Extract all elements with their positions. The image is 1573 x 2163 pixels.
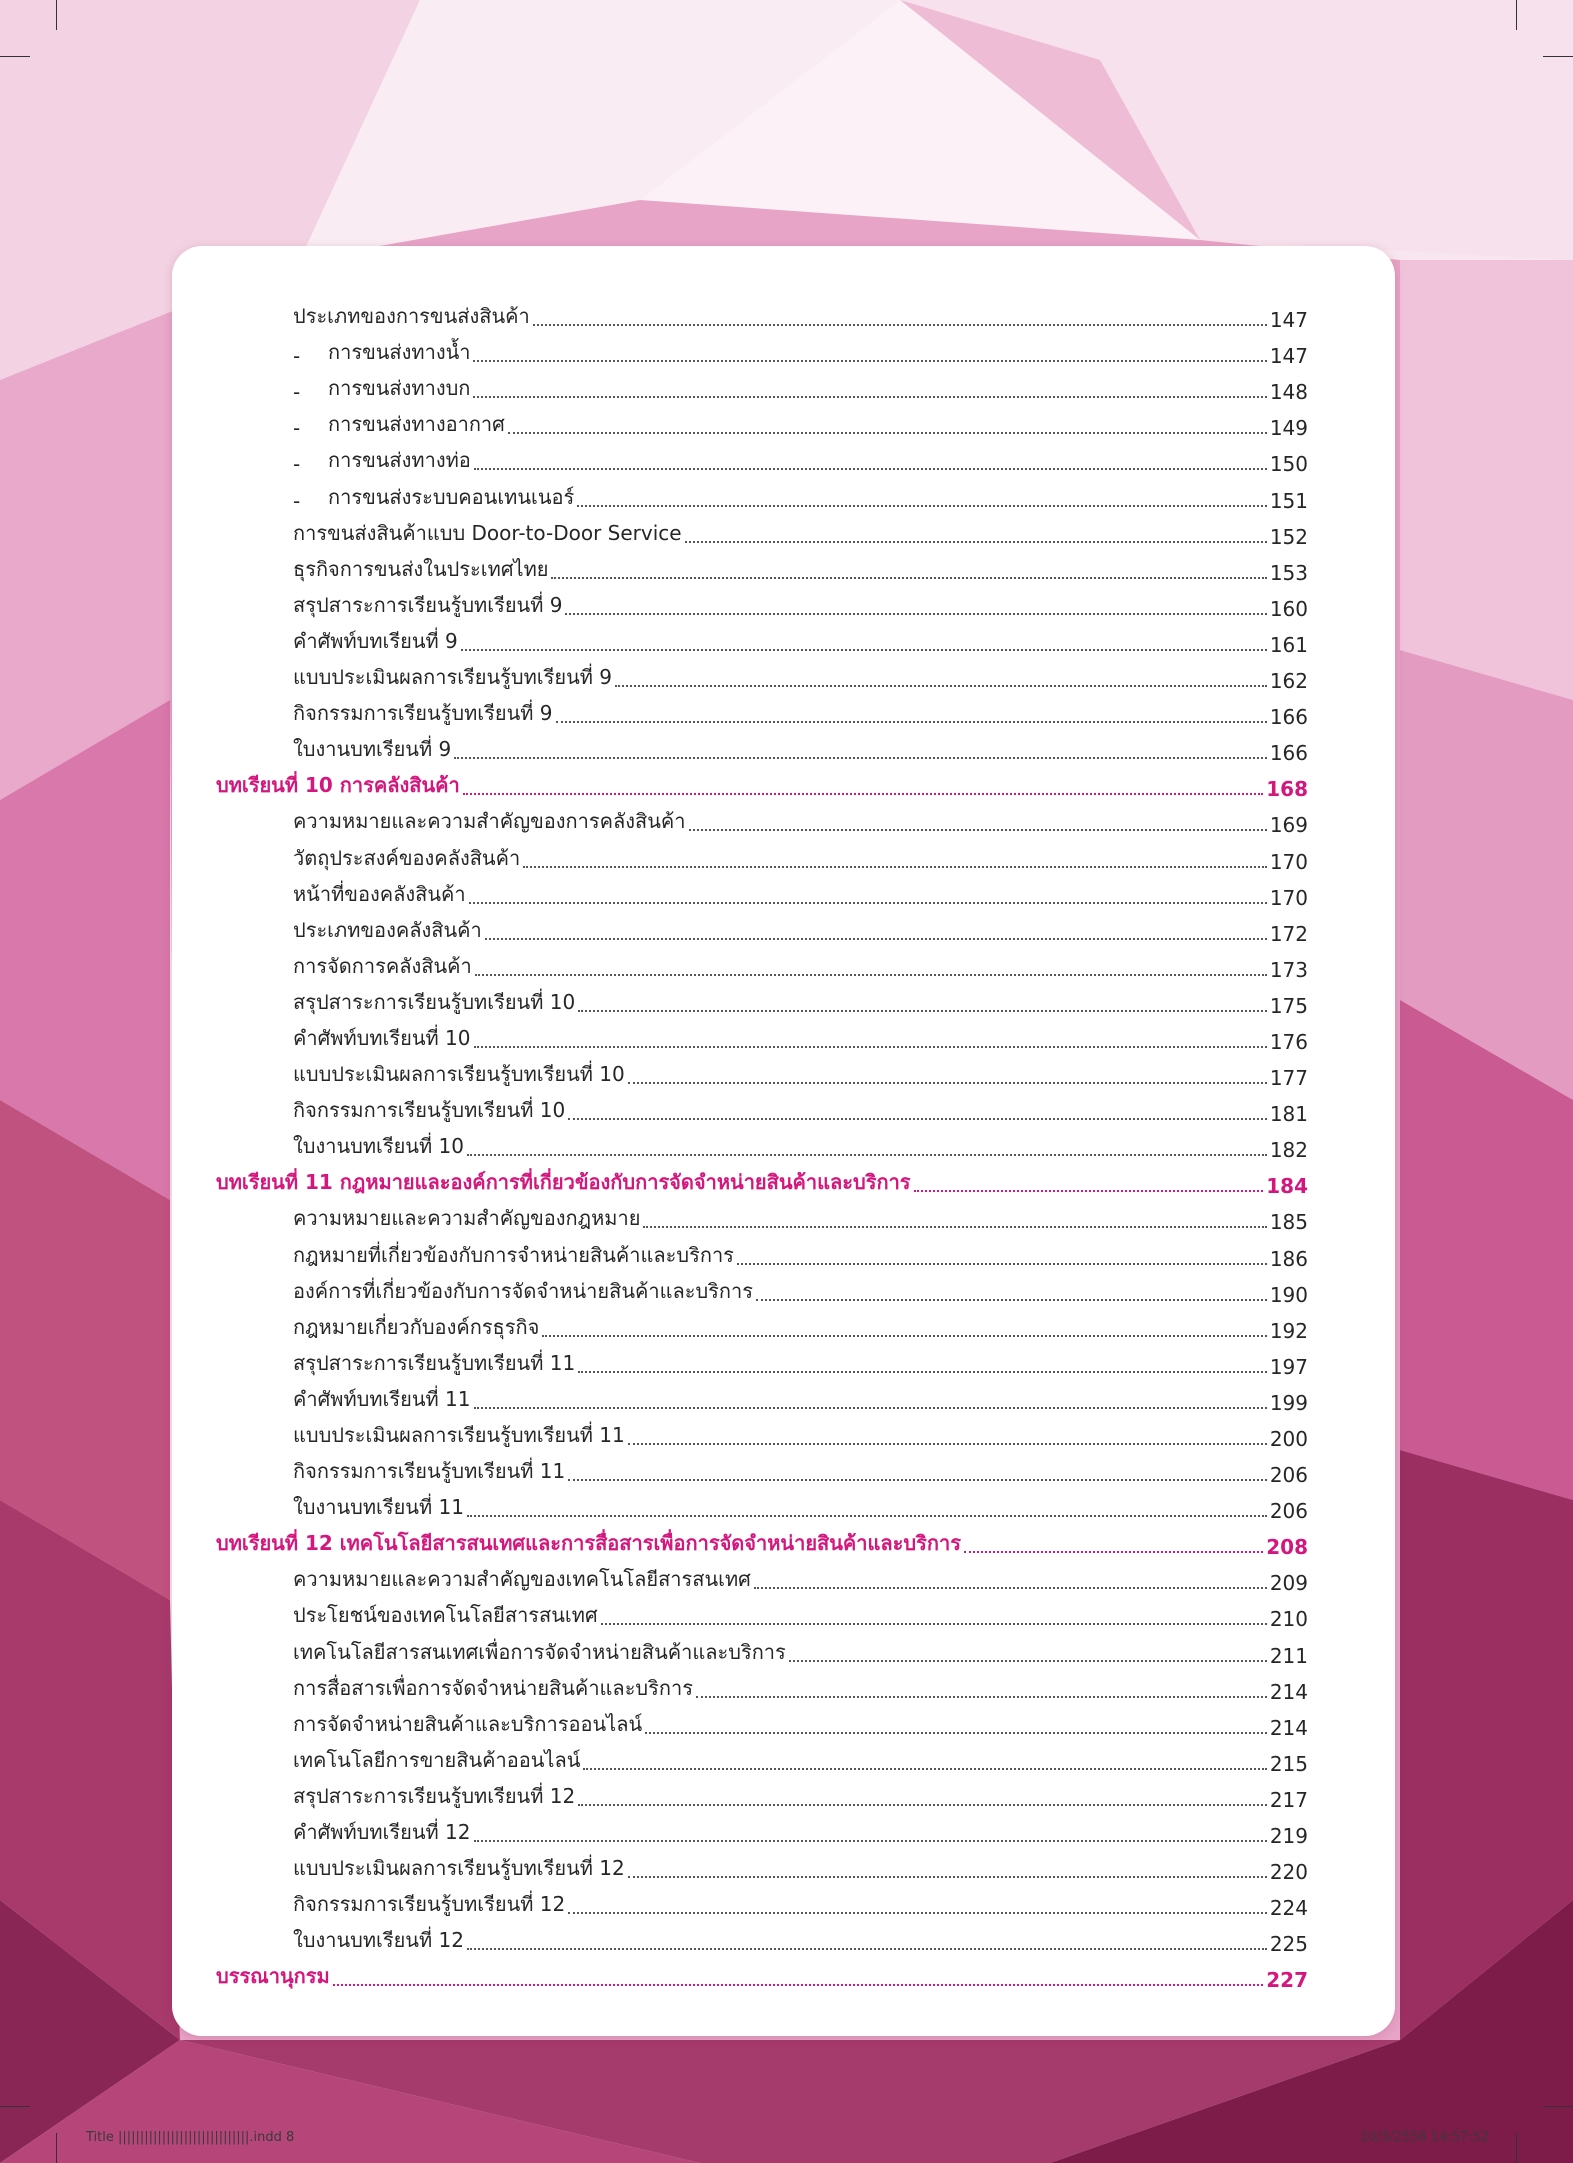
toc-entry-title: บรรณานุกรม bbox=[216, 1964, 330, 1989]
toc-page-number: 225 bbox=[1269, 1932, 1308, 1957]
toc-page-number: 150 bbox=[1269, 452, 1308, 477]
toc-entry[interactable] bbox=[216, 1379, 1308, 1415]
toc-entry[interactable] bbox=[216, 1271, 1308, 1307]
toc-entry-title: แบบประเมินผลการเรียนรู้บทเรียนที่ 11 bbox=[293, 1423, 625, 1447]
toc-entry[interactable] bbox=[216, 1415, 1308, 1451]
dot-leader bbox=[568, 1117, 1267, 1120]
toc-entry[interactable] bbox=[216, 982, 1308, 1018]
print-slug-file: Title ||||||||||||||||||||||||||||||.indd 8 bbox=[86, 2130, 295, 2145]
dot-leader bbox=[523, 865, 1267, 868]
dot-leader bbox=[473, 359, 1266, 362]
toc-entry-title: การขนส่งระบบคอนเทนเนอร์ bbox=[328, 484, 575, 509]
dot-leader bbox=[578, 1803, 1267, 1806]
dot-leader bbox=[565, 612, 1266, 615]
toc-entry[interactable] bbox=[216, 476, 1308, 512]
toc-entry-title: แบบประเมินผลการเรียนรู้บทเรียนที่ 10 bbox=[293, 1062, 625, 1087]
dot-leader bbox=[473, 395, 1266, 398]
toc-page-number: 147 bbox=[1269, 308, 1308, 333]
toc-entry[interactable] bbox=[216, 404, 1308, 440]
dot-leader bbox=[467, 1947, 1267, 1950]
dot-leader bbox=[474, 1839, 1267, 1842]
toc-page-number: 215 bbox=[1269, 1751, 1308, 1776]
toc-entry-title: ความหมายและความสำคัญของการคลังสินค้า bbox=[293, 809, 686, 834]
toc-entry[interactable] bbox=[216, 1812, 1308, 1848]
toc-entry-title: กิจกรรมการเรียนรู้บทเรียนที่ 11 bbox=[293, 1459, 566, 1484]
toc-entry[interactable] bbox=[216, 1559, 1308, 1595]
toc-page-number: 209 bbox=[1269, 1571, 1308, 1596]
bullet-dash: - bbox=[293, 344, 301, 369]
toc-entry-title: แบบประเมินผลการเรียนรู้บทเรียนที่ 9 bbox=[293, 665, 613, 690]
toc-page-number: 172 bbox=[1269, 921, 1308, 946]
toc-entry-title: ใบงานบทเรียนที่ 11 bbox=[293, 1495, 464, 1520]
toc-page-number: 200 bbox=[1269, 1427, 1308, 1451]
toc-page-number: 208 bbox=[1266, 1535, 1308, 1560]
toc-entry-title: ธุรกิจการขนส่งในประเทศไทย bbox=[293, 556, 549, 581]
toc-entry-title: บทเรียนที่ 12 เทคโนโลยีสารสนเทศและการสื่อสารเพื่อการจัดจำหน่ายสินค้าและบริการ bbox=[216, 1531, 961, 1556]
dot-leader bbox=[568, 1911, 1267, 1914]
toc-entry-title: กิจกรรมการเรียนรู้บทเรียนที่ 12 bbox=[293, 1892, 566, 1917]
toc-entry[interactable] bbox=[216, 1343, 1308, 1379]
crop-mark bbox=[56, 2133, 57, 2163]
toc-entry-title: ความหมายและความสำคัญของเทคโนโลยีสารสนเทศ bbox=[293, 1567, 751, 1592]
toc-entry-title: ประโยชน์ของเทคโนโลยีสารสนเทศ bbox=[293, 1603, 598, 1628]
toc-entry-title: กฎหมายที่เกี่ยวข้องกับการจำหน่ายสินค้าและบริการ bbox=[293, 1242, 734, 1267]
print-slug-timestamp: 10/3/2558 14:57:52 bbox=[1360, 2130, 1490, 2145]
dot-leader bbox=[628, 1442, 1267, 1445]
toc-entry-title: เทคโนโลยีสารสนเทศเพื่อการจัดจำหน่ายสินค้าและบริการ bbox=[293, 1639, 786, 1664]
toc-page-number: 166 bbox=[1269, 741, 1308, 766]
toc-entry-title: บทเรียนที่ 10 การคลังสินค้า bbox=[216, 773, 460, 798]
dot-leader bbox=[556, 720, 1267, 723]
toc-page-number: 186 bbox=[1269, 1246, 1308, 1271]
toc-entry-title: การจัดการคลังสินค้า bbox=[293, 953, 472, 978]
toc-page-number: 224 bbox=[1269, 1896, 1308, 1921]
toc-entry[interactable] bbox=[216, 1487, 1308, 1523]
toc-entry[interactable] bbox=[216, 1668, 1308, 1704]
dot-leader bbox=[485, 937, 1267, 940]
toc-page-number: 210 bbox=[1269, 1607, 1308, 1632]
toc-page-number: 185 bbox=[1269, 1210, 1308, 1235]
toc-page-number: 227 bbox=[1266, 1968, 1308, 1993]
toc-entry[interactable] bbox=[216, 1920, 1308, 1956]
dot-leader bbox=[615, 684, 1267, 687]
crop-mark bbox=[56, 0, 57, 30]
toc-entry-title: สรุปสาระการเรียนรู้บทเรียนที่ 11 bbox=[293, 1350, 576, 1375]
toc-entry-title: ใบงานบทเรียนที่ 9 bbox=[293, 737, 452, 762]
toc-page-number: 162 bbox=[1269, 669, 1308, 694]
crop-mark bbox=[1516, 2133, 1517, 2163]
toc-page-number: 219 bbox=[1269, 1824, 1308, 1849]
toc-entry[interactable] bbox=[216, 1307, 1308, 1343]
toc-entry-title: การขนส่งทางอากาศ bbox=[328, 412, 505, 437]
toc-entry-title: คำศัพท์บทเรียนที่ 12 bbox=[293, 1820, 471, 1845]
dot-leader bbox=[474, 1406, 1267, 1409]
table-of-contents bbox=[216, 296, 1308, 1992]
dot-leader bbox=[474, 467, 1267, 470]
toc-entry-title: การขนส่งทางท่อ bbox=[328, 448, 471, 473]
bullet-dash: - bbox=[293, 452, 301, 477]
toc-entry[interactable] bbox=[216, 1848, 1308, 1884]
toc-page-number: 160 bbox=[1269, 596, 1308, 621]
dot-leader bbox=[628, 1875, 1267, 1878]
toc-page-number: 220 bbox=[1269, 1860, 1308, 1885]
dot-leader bbox=[463, 792, 1263, 795]
toc-entry[interactable] bbox=[216, 1234, 1308, 1270]
toc-entry[interactable] bbox=[216, 1776, 1308, 1812]
dot-leader bbox=[685, 540, 1267, 543]
toc-entry-title: ความหมายและความสำคัญของกฎหมาย bbox=[293, 1206, 641, 1231]
bullet-dash: - bbox=[293, 488, 301, 513]
toc-entry[interactable] bbox=[216, 1595, 1308, 1631]
toc-page-number: 214 bbox=[1269, 1679, 1308, 1704]
toc-page-number: 181 bbox=[1269, 1102, 1308, 1127]
dot-leader bbox=[737, 1262, 1267, 1265]
toc-entry[interactable] bbox=[216, 946, 1308, 982]
dot-leader bbox=[454, 756, 1267, 759]
toc-entry[interactable] bbox=[216, 729, 1308, 765]
toc-entry-title: การจัดจำหน่ายสินค้าและบริการออนไลน์ bbox=[293, 1711, 643, 1736]
toc-entry[interactable] bbox=[216, 837, 1308, 873]
toc-entry-title: การขนส่งทางบก bbox=[328, 376, 471, 401]
dot-leader bbox=[964, 1550, 1263, 1553]
toc-entry-title: องค์การที่เกี่ยวข้องกับการจัดจำหน่ายสินค้าและบริการ bbox=[293, 1278, 754, 1303]
dot-leader bbox=[601, 1622, 1267, 1625]
toc-entry-title: บทเรียนที่ 11 กฎหมายและองค์การที่เกี่ยวข้องกับการจัดจำหน่ายสินค้าและบริการ bbox=[216, 1170, 911, 1195]
toc-chapter-entry[interactable] bbox=[216, 765, 1308, 801]
toc-page-number: 161 bbox=[1269, 632, 1308, 657]
toc-entry-title: คำศัพท์บทเรียนที่ 10 bbox=[293, 1025, 471, 1050]
dot-leader bbox=[469, 901, 1267, 904]
dot-leader bbox=[474, 1045, 1267, 1048]
toc-entry[interactable] bbox=[216, 874, 1308, 910]
toc-entry[interactable] bbox=[216, 368, 1308, 404]
toc-entry[interactable] bbox=[216, 440, 1308, 476]
toc-chapter-entry[interactable] bbox=[216, 1523, 1308, 1559]
toc-entry-title: สรุปสาระการเรียนรู้บทเรียนที่ 10 bbox=[293, 989, 576, 1014]
toc-entry-title: การขนส่งสินค้าแบบ Door-to-Door Service bbox=[293, 520, 682, 545]
toc-entry-title: การขนส่งทางน้ำ bbox=[328, 340, 471, 365]
dot-leader bbox=[542, 1334, 1266, 1337]
dot-leader bbox=[696, 1695, 1267, 1698]
toc-page-number: 166 bbox=[1269, 705, 1308, 730]
toc-entry-title: คำศัพท์บทเรียนที่ 9 bbox=[293, 628, 458, 653]
crop-mark bbox=[1543, 2106, 1573, 2107]
toc-entry-title: สรุปสาระการเรียนรู้บทเรียนที่ 9 bbox=[293, 592, 563, 617]
toc-entry[interactable] bbox=[216, 585, 1308, 621]
toc-entry-title: กิจกรรมการเรียนรู้บทเรียนที่ 10 bbox=[293, 1098, 566, 1123]
toc-entry-title: ประเภทของคลังสินค้า bbox=[293, 917, 482, 942]
dot-leader bbox=[333, 1983, 1264, 1986]
toc-page-number: 148 bbox=[1269, 380, 1308, 405]
toc-page-number: 173 bbox=[1269, 957, 1308, 982]
toc-entry[interactable] bbox=[216, 1631, 1308, 1667]
crop-mark bbox=[1516, 0, 1517, 30]
toc-entry[interactable] bbox=[216, 296, 1308, 332]
dot-leader bbox=[568, 1478, 1267, 1481]
toc-page-number: 170 bbox=[1269, 885, 1308, 910]
toc-page-number: 214 bbox=[1269, 1715, 1308, 1740]
toc-entry[interactable] bbox=[216, 1884, 1308, 1920]
toc-entry[interactable] bbox=[216, 1704, 1308, 1740]
toc-entry-title: แบบประเมินผลการเรียนรู้บทเรียนที่ 12 bbox=[293, 1856, 625, 1881]
toc-entry-title: คำศัพท์บทเรียนที่ 11 bbox=[293, 1386, 471, 1411]
toc-entry[interactable] bbox=[216, 1018, 1308, 1054]
toc-page-number: 152 bbox=[1269, 524, 1308, 549]
toc-entry-title: ใบงานบทเรียนที่ 12 bbox=[293, 1928, 464, 1953]
dot-leader bbox=[645, 1731, 1267, 1734]
dot-leader bbox=[914, 1189, 1264, 1192]
toc-page-number: 147 bbox=[1269, 344, 1308, 369]
toc-page-number: 175 bbox=[1269, 993, 1308, 1018]
dot-leader bbox=[551, 576, 1266, 579]
toc-entry[interactable] bbox=[216, 693, 1308, 729]
dot-leader bbox=[583, 1767, 1266, 1770]
toc-page-number: 199 bbox=[1269, 1390, 1308, 1415]
toc-entry[interactable] bbox=[216, 1198, 1308, 1234]
toc-page-number: 184 bbox=[1266, 1174, 1308, 1199]
dot-leader bbox=[467, 1514, 1267, 1517]
toc-entry-title: หน้าที่ของคลังสินค้า bbox=[293, 881, 466, 906]
dot-leader bbox=[508, 431, 1267, 434]
toc-entry-title: เทคโนโลยีการขายสินค้าออนไลน์ bbox=[293, 1747, 581, 1772]
toc-entry[interactable] bbox=[216, 513, 1308, 549]
toc-entry[interactable] bbox=[216, 910, 1308, 946]
dot-leader bbox=[756, 1298, 1267, 1301]
toc-page-number: 192 bbox=[1269, 1318, 1308, 1343]
toc-page-number: 211 bbox=[1269, 1643, 1308, 1668]
toc-entry[interactable] bbox=[216, 801, 1308, 837]
toc-entry[interactable] bbox=[216, 1090, 1308, 1126]
toc-page-number: 182 bbox=[1269, 1138, 1308, 1163]
toc-page-number: 153 bbox=[1269, 560, 1308, 585]
toc-entry[interactable] bbox=[216, 657, 1308, 693]
dot-leader bbox=[578, 1370, 1267, 1373]
toc-page-number: 206 bbox=[1269, 1499, 1308, 1524]
toc-page-number: 197 bbox=[1269, 1354, 1308, 1379]
toc-page-number: 206 bbox=[1269, 1463, 1308, 1488]
crop-mark bbox=[0, 56, 30, 57]
toc-page-number: 217 bbox=[1269, 1787, 1308, 1812]
toc-page-number: 149 bbox=[1269, 416, 1308, 441]
crop-mark bbox=[1543, 56, 1573, 57]
toc-chapter-entry[interactable] bbox=[216, 1956, 1308, 1992]
toc-entry-title: สรุปสาระการเรียนรู้บทเรียนที่ 12 bbox=[293, 1783, 576, 1808]
toc-entry[interactable] bbox=[216, 549, 1308, 585]
toc-page-number: 170 bbox=[1269, 849, 1308, 874]
toc-page-number: 190 bbox=[1269, 1282, 1308, 1307]
toc-entry[interactable] bbox=[216, 332, 1308, 368]
toc-entry-title: ใบงานบทเรียนที่ 10 bbox=[293, 1134, 464, 1159]
dot-leader bbox=[475, 973, 1267, 976]
dot-leader bbox=[789, 1659, 1267, 1662]
bullet-dash: - bbox=[293, 416, 301, 441]
toc-chapter-entry[interactable] bbox=[216, 1162, 1308, 1198]
crop-mark bbox=[0, 2106, 30, 2107]
toc-page-number: 169 bbox=[1269, 813, 1308, 838]
toc-entry-title: วัตถุประสงค์ของคลังสินค้า bbox=[293, 845, 521, 870]
dot-leader bbox=[461, 648, 1267, 651]
toc-entry[interactable] bbox=[216, 1054, 1308, 1090]
toc-entry-title: กฎหมายเกี่ยวกับองค์กรธุรกิจ bbox=[293, 1314, 540, 1339]
bullet-dash: - bbox=[293, 380, 301, 405]
toc-entry-title: กิจกรรมการเรียนรู้บทเรียนที่ 9 bbox=[293, 701, 553, 726]
dot-leader bbox=[754, 1586, 1267, 1589]
dot-leader bbox=[628, 1081, 1267, 1084]
toc-entry[interactable] bbox=[216, 1740, 1308, 1776]
dot-leader bbox=[467, 1153, 1267, 1156]
dot-leader bbox=[643, 1225, 1266, 1228]
toc-entry-title: การสื่อสารเพื่อการจัดจำหน่ายสินค้าและบริการ bbox=[293, 1675, 693, 1700]
toc-page-number: 151 bbox=[1269, 488, 1308, 513]
toc-entry[interactable] bbox=[216, 1451, 1308, 1487]
toc-entry[interactable] bbox=[216, 621, 1308, 657]
toc-entry-title: ประเภทของการขนส่งสินค้า bbox=[293, 304, 530, 329]
toc-entry[interactable] bbox=[216, 1126, 1308, 1162]
toc-page-number: 168 bbox=[1266, 777, 1308, 802]
dot-leader bbox=[533, 323, 1267, 326]
toc-page-number: 176 bbox=[1269, 1029, 1308, 1054]
dot-leader bbox=[689, 828, 1267, 831]
dot-leader bbox=[578, 1009, 1267, 1012]
toc-page-number: 177 bbox=[1269, 1066, 1308, 1091]
dot-leader bbox=[577, 504, 1267, 507]
